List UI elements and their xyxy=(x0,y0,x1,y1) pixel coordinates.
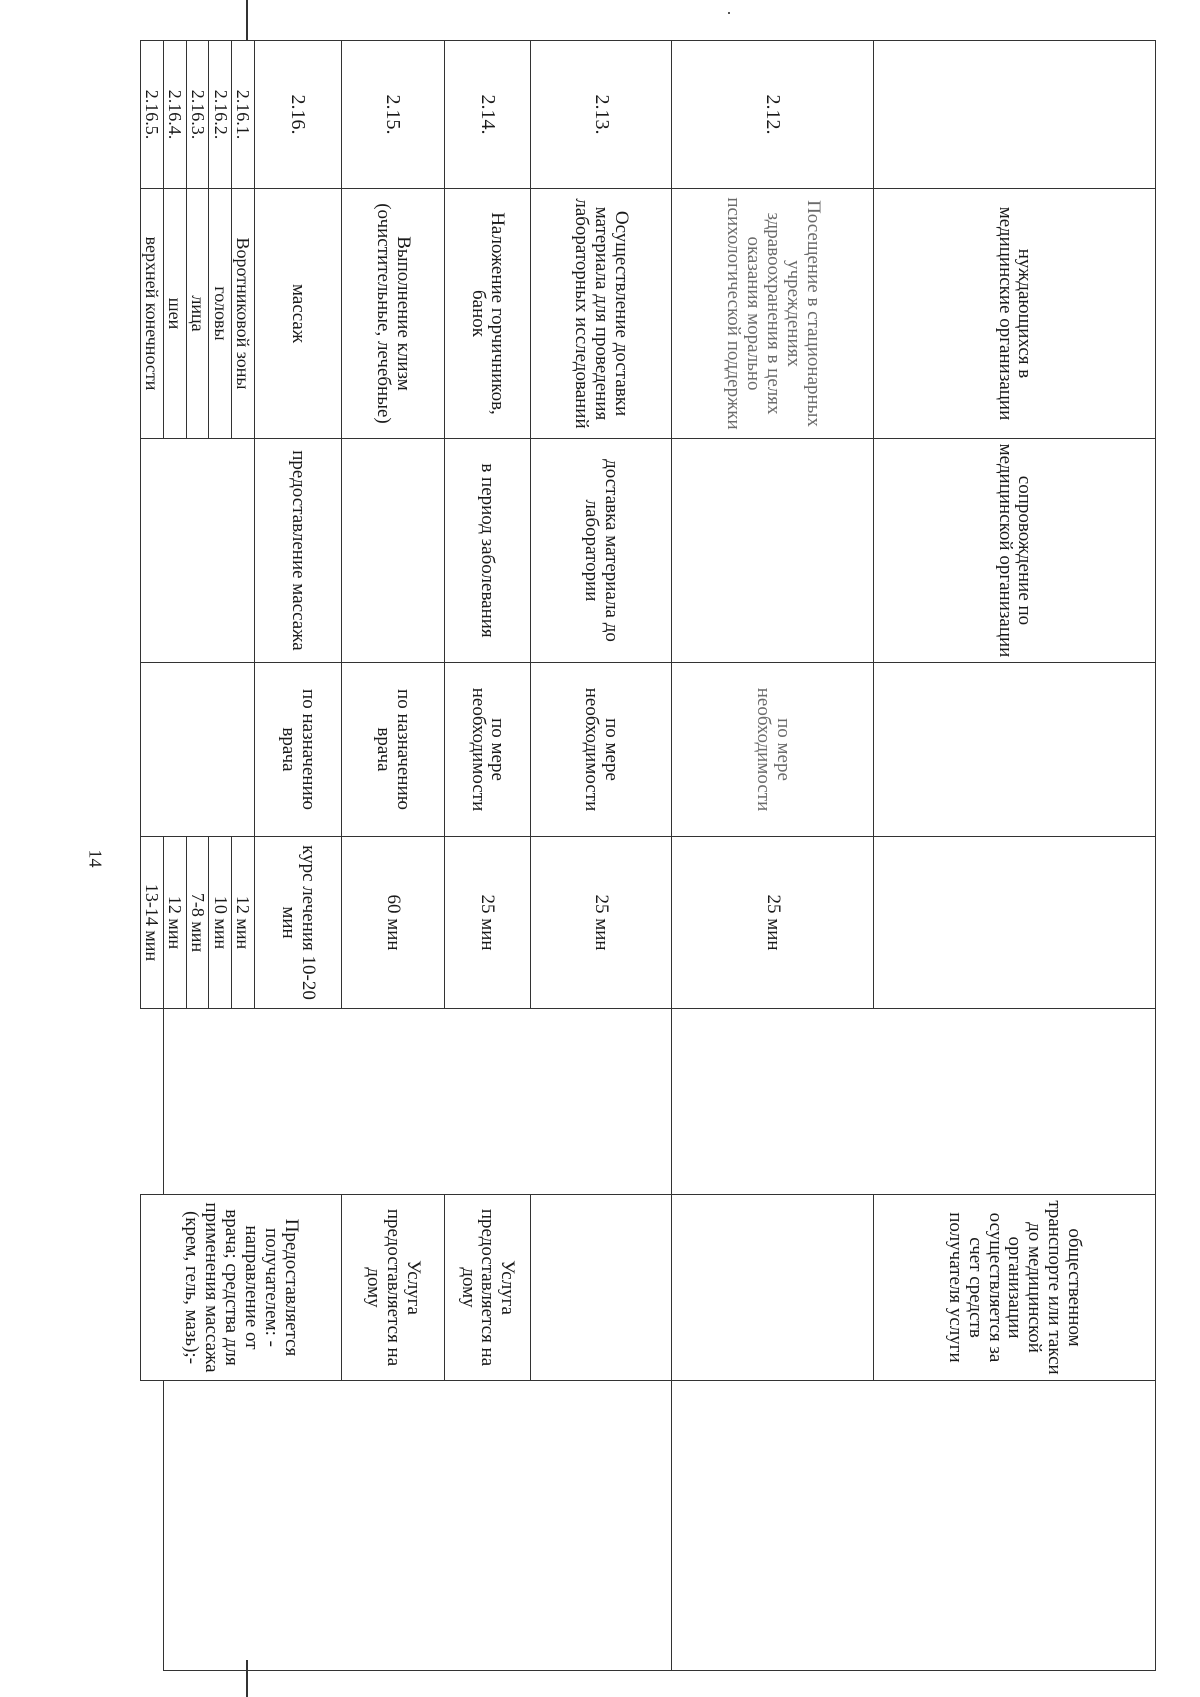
time-cell: 25 мин xyxy=(672,837,874,1009)
content-cell: в период заболевания xyxy=(444,439,531,663)
service-cell: верхней конечности xyxy=(141,189,164,439)
number-cell: 2.14. xyxy=(444,41,531,189)
blank-cell xyxy=(672,1381,1156,1671)
notes-cell: Услуга предоставляется на дому xyxy=(341,1195,444,1381)
blank-cell xyxy=(672,1009,1156,1195)
content-cell xyxy=(341,439,444,663)
blank-cell xyxy=(163,1381,672,1671)
service-cell: головы xyxy=(209,189,232,439)
blank-cell xyxy=(163,1009,672,1195)
services-table xyxy=(140,40,1156,1671)
number-cell: 2.16.1. xyxy=(232,41,255,189)
frequency-cell xyxy=(874,663,1156,837)
time-cell: 25 мин xyxy=(444,837,531,1009)
table-row xyxy=(531,41,672,1671)
frequency-cell: по назначению врача xyxy=(254,663,341,837)
number-cell: 2.15. xyxy=(341,41,444,189)
service-cell: Посещение в стационарных учреждениях здравоохранения в целях оказания морально психологической поддержки xyxy=(672,189,874,439)
content-cell: сопровождение по медицинской организации xyxy=(874,439,1156,663)
time-cell: курс лечения 10-20 мин xyxy=(254,837,341,1009)
service-cell: Выполнение клизм (очистительные, лечебные) xyxy=(341,189,444,439)
table-row xyxy=(141,41,164,1671)
number-cell: 2.16.3. xyxy=(186,41,209,189)
number-cell: 2.16.4. xyxy=(163,41,186,189)
scan-artifact-line xyxy=(246,0,248,40)
page-number: 14 xyxy=(85,849,106,868)
time-cell: 13-14 мин xyxy=(141,837,164,1009)
service-cell: Наложение горчичников, банок xyxy=(444,189,531,439)
number-cell: 2.16.2. xyxy=(209,41,232,189)
time-cell xyxy=(874,837,1156,1009)
number-cell: 2.16.5. xyxy=(141,41,164,189)
service-cell: нуждающихся в медицинские организации xyxy=(874,189,1156,439)
service-cell: Осуществление доставки материала для проведения лабораторных исследований xyxy=(531,189,672,439)
time-cell: 25 мин xyxy=(531,837,672,1009)
frequency-cell: по мере необходимости xyxy=(531,663,672,837)
frequency-cell xyxy=(141,663,255,837)
frequency-cell: по назначению врача xyxy=(341,663,444,837)
table-row xyxy=(874,41,1156,1671)
number-cell: 2.12. xyxy=(672,41,874,189)
notes-cell: общественном транспорте или такси до медицинской организации осуществляется за счет средств получателя услуги xyxy=(874,1195,1156,1381)
scan-speck xyxy=(728,12,730,14)
frequency-cell: по мере необходимости xyxy=(444,663,531,837)
notes-cell xyxy=(672,1195,874,1381)
frequency-cell: по мере необходимости xyxy=(672,663,874,837)
time-cell: 60 мин xyxy=(341,837,444,1009)
notes-cell: Услуга предоставляется на дому xyxy=(444,1195,531,1381)
content-cell xyxy=(672,439,874,663)
rotated-table-wrapper xyxy=(140,40,1156,1670)
notes-cell xyxy=(531,1195,672,1381)
content-cell: доставка материала до лаборатории xyxy=(531,439,672,663)
time-cell: 12 мин xyxy=(163,837,186,1009)
service-cell: лица xyxy=(186,189,209,439)
service-cell: шеи xyxy=(163,189,186,439)
notes-cell: Предоставляется получателем: - направление от врача; средства для применения массажа (крем, гель, мазь);- xyxy=(141,1195,342,1381)
service-cell: массаж xyxy=(254,189,341,439)
service-cell: Воротниковой зоны xyxy=(232,189,255,439)
content-cell xyxy=(141,439,255,663)
number-cell: 2.13. xyxy=(531,41,672,189)
time-cell: 7-8 мин xyxy=(186,837,209,1009)
number-cell: 2.16. xyxy=(254,41,341,189)
time-cell: 12 мин xyxy=(232,837,255,1009)
content-cell: предоставление массажа xyxy=(254,439,341,663)
number-cell xyxy=(874,41,1156,189)
time-cell: 10 мин xyxy=(209,837,232,1009)
